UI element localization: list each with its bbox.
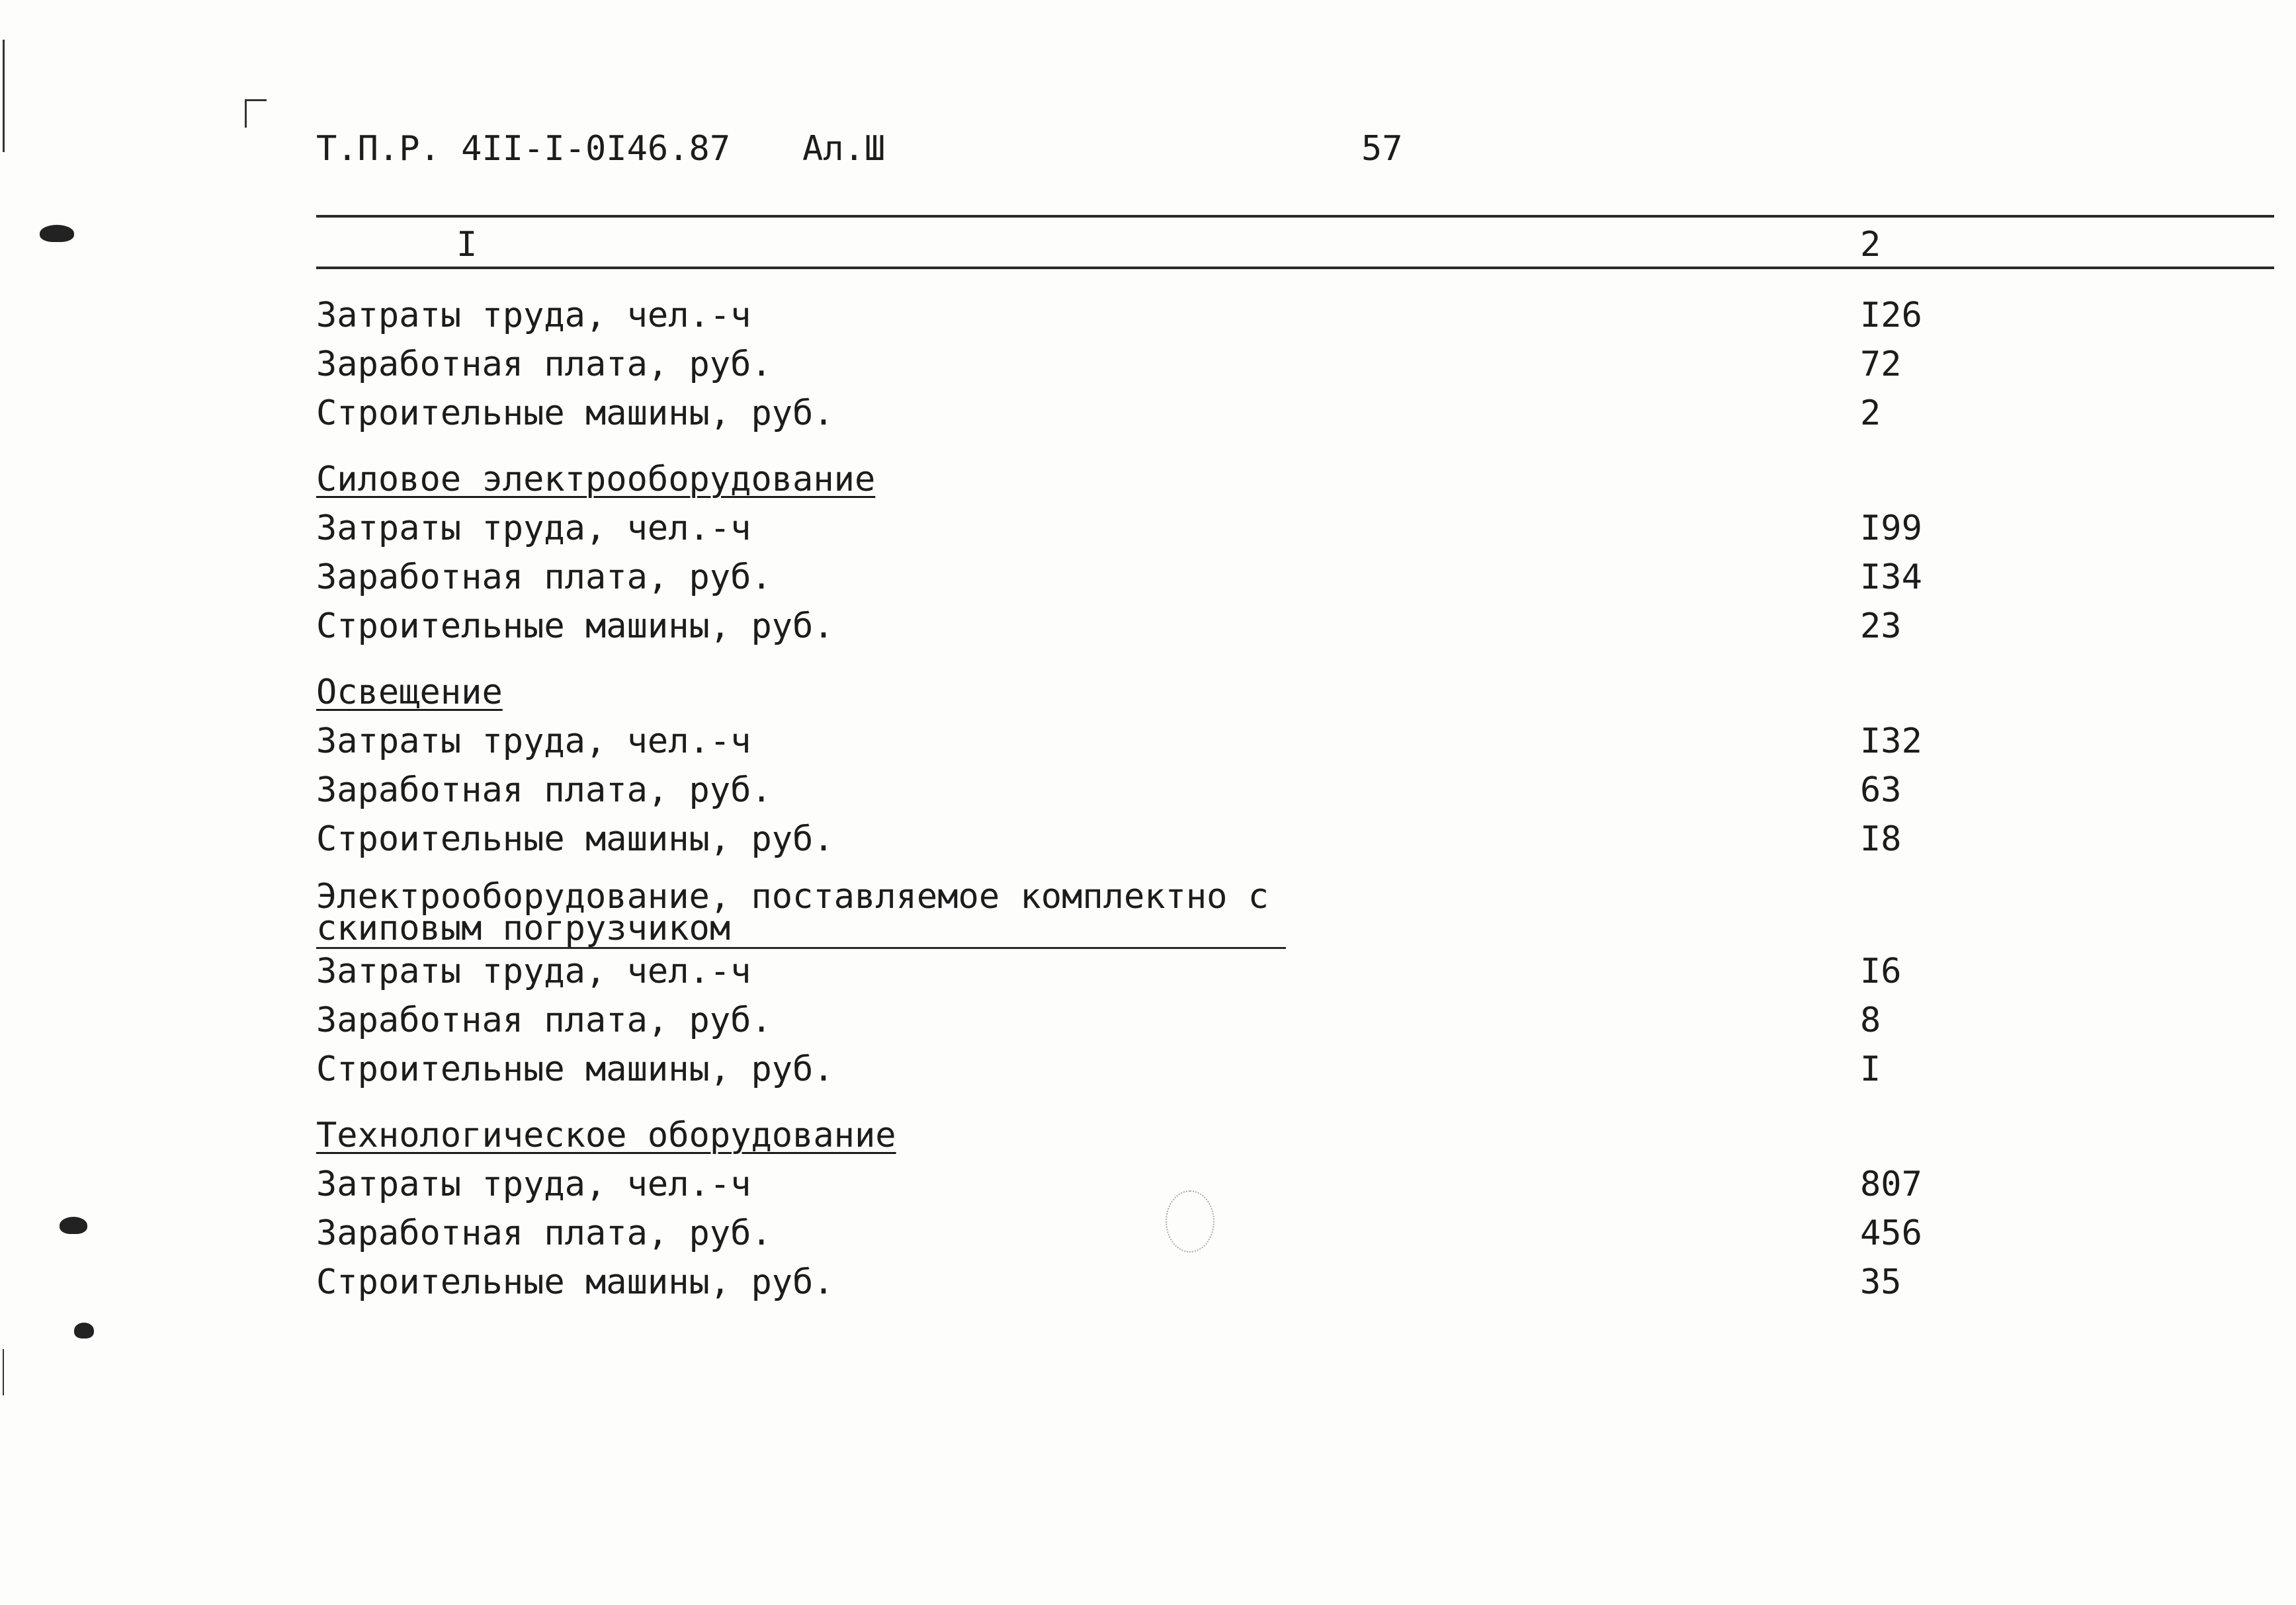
row-label: Заработная плата, руб. (316, 1001, 772, 1040)
table-row (316, 1258, 2274, 1307)
table-row (316, 766, 2274, 815)
row-value: I26 (1860, 296, 1922, 335)
scan-blot-icon (74, 1323, 94, 1338)
table-row (316, 1209, 2274, 1258)
row-label: Затраты труда, чел.-ч (316, 952, 751, 991)
section-title-line-2: скиповым погрузчиком (316, 913, 1286, 949)
section-title-lighting (316, 668, 2274, 717)
row-label: Заработная плата, руб. (316, 557, 772, 597)
section-title-text: Освещение (316, 673, 503, 712)
table-body (316, 291, 2274, 1307)
section-title-technological-equipment (316, 1111, 2274, 1160)
column-header-1: I (456, 225, 478, 265)
table-row (316, 815, 2274, 864)
table-row (316, 291, 2274, 340)
table-row (316, 1045, 2274, 1094)
row-label: Затраты труда, чел.-ч (316, 296, 751, 335)
column-header-2: 2 (1860, 225, 1881, 265)
section-title-text: Технологическое оборудование (316, 1116, 896, 1155)
section-title-line-1: Электрооборудование, поставляемое комплектно с (316, 877, 1269, 917)
scan-blot-icon (60, 1217, 87, 1234)
sheet-label: Ал.Ш (802, 129, 886, 169)
scan-edge-line-lower (3, 1349, 4, 1395)
row-label: Затраты труда, чел.-ч (316, 1165, 751, 1204)
table-row (316, 602, 2274, 651)
table-row (316, 340, 2274, 389)
table-row (316, 1160, 2274, 1209)
table-row (316, 504, 2274, 553)
row-value: I8 (1860, 819, 1902, 859)
row-value: 2 (1860, 393, 1881, 433)
row-label: Заработная плата, руб. (316, 345, 772, 384)
document-code: Т.П.Р. 4II-I-0I46.87 (316, 129, 731, 169)
row-label: Строительные машины, руб. (316, 1262, 834, 1302)
row-value: 23 (1860, 606, 1902, 646)
table-row (316, 553, 2274, 602)
row-label: Затраты труда, чел.-ч (316, 509, 751, 548)
faint-stamp-icon (1166, 1190, 1214, 1253)
row-label: Строительные машины, руб. (316, 819, 834, 859)
row-value: 63 (1860, 770, 1902, 810)
row-value: I34 (1860, 557, 1922, 597)
corner-mark (245, 99, 267, 128)
table-row (316, 947, 2274, 996)
row-value: I6 (1860, 952, 1902, 991)
row-label: Затраты труда, чел.-ч (316, 721, 751, 761)
row-value: I99 (1860, 509, 1922, 548)
section-title-power-equipment (316, 455, 2274, 504)
row-label: Строительные машины, руб. (316, 1049, 834, 1089)
scan-blot-icon (40, 225, 74, 242)
row-value: 807 (1860, 1165, 1922, 1204)
page-header (316, 126, 2168, 172)
row-value: 72 (1860, 345, 1902, 384)
row-label: Строительные машины, руб. (316, 393, 834, 433)
scan-edge-line (3, 40, 5, 152)
table-row (316, 389, 2274, 438)
row-value: I (1860, 1049, 1881, 1089)
row-label: Строительные машины, руб. (316, 606, 834, 646)
row-value: 8 (1860, 1001, 1881, 1040)
row-value: 456 (1860, 1214, 1922, 1253)
row-label: Заработная плата, руб. (316, 770, 772, 810)
table-top-rule (316, 215, 2274, 218)
section-title-text: Силовое электрооборудование (316, 460, 876, 499)
table-row (316, 717, 2274, 766)
row-value: I32 (1860, 721, 1922, 761)
section-title-skip-loader-equipment (316, 877, 2274, 948)
row-label: Заработная плата, руб. (316, 1214, 772, 1253)
row-value: 35 (1860, 1262, 1902, 1302)
page-number: 57 (1361, 129, 1403, 169)
table-row (316, 996, 2274, 1045)
table-header-rule (316, 267, 2274, 269)
